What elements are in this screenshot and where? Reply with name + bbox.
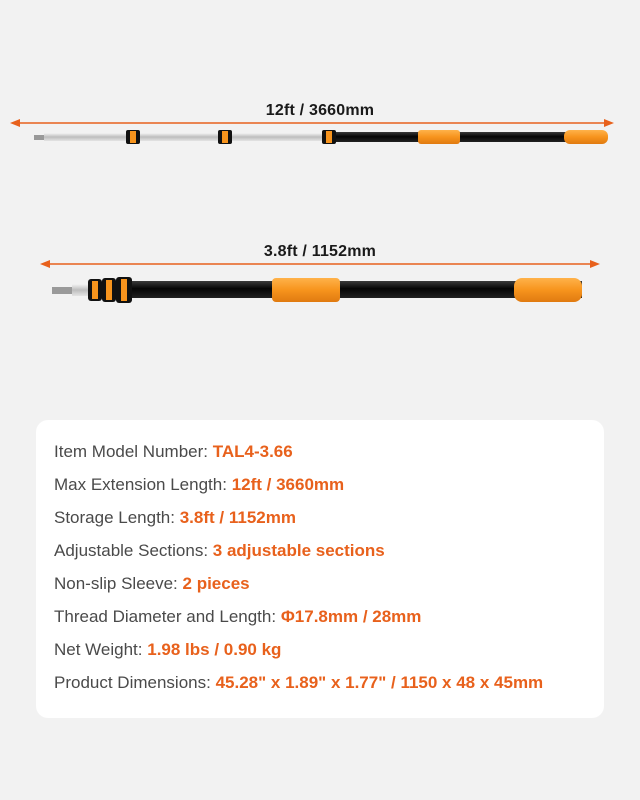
spec-row-max-extension (54, 475, 344, 495)
spec-value: 2 pieces (182, 574, 250, 593)
spec-label: Thread Diameter and Length: (54, 607, 277, 626)
specs-card (36, 420, 604, 718)
spec-value: 12ft / 3660mm (231, 475, 345, 494)
lock-clamp (126, 130, 140, 144)
spec-value: 1.98 lbs / 0.90 kg (147, 640, 282, 659)
spec-row-storage-length (54, 508, 296, 528)
spec-value: 3.8ft / 1152mm (179, 508, 296, 527)
storage-dimension-line (40, 260, 600, 268)
spec-value: TAL4-3.66 (212, 442, 293, 461)
spec-label: Product Dimensions: (54, 673, 211, 692)
spec-value: 3 adjustable sections (212, 541, 385, 560)
spec-row-non-slip-sleeve (54, 574, 250, 594)
extended-dimension-line (10, 119, 614, 127)
spec-label: Adjustable Sections: (54, 541, 209, 560)
extended-length-label: 12ft / 3660mm (265, 102, 375, 119)
thread-tip (52, 287, 72, 294)
spec-value: 45.28" x 1.89" x 1.77" / 1150 x 48 x 45mm (215, 673, 544, 692)
spec-value: Φ17.8mm / 28mm (280, 607, 422, 626)
thread-tip (34, 135, 44, 140)
spec-row-adjustable-sections (54, 541, 385, 561)
inner-section (44, 133, 324, 141)
spec-row-net-weight (54, 640, 281, 660)
spec-label: Non-slip Sleeve: (54, 574, 178, 593)
lock-clamp (218, 130, 232, 144)
spec-label: Storage Length: (54, 508, 175, 527)
spec-row-dimensions (54, 673, 543, 693)
grip-sleeve (564, 130, 608, 144)
grip-sleeve (514, 278, 582, 302)
spec-label: Net Weight: (54, 640, 143, 659)
grip-sleeve (418, 130, 460, 144)
spec-row-model (54, 442, 293, 462)
grip-sleeve (272, 278, 340, 302)
lock-clamp (322, 130, 336, 144)
inner-section (72, 284, 90, 296)
storage-length-label: 3.8ft / 1152mm (263, 243, 377, 260)
spec-label: Item Model Number: (54, 442, 208, 461)
spec-row-thread (54, 607, 421, 627)
lock-clamp-stack (88, 277, 132, 303)
spec-label: Max Extension Length: (54, 475, 227, 494)
